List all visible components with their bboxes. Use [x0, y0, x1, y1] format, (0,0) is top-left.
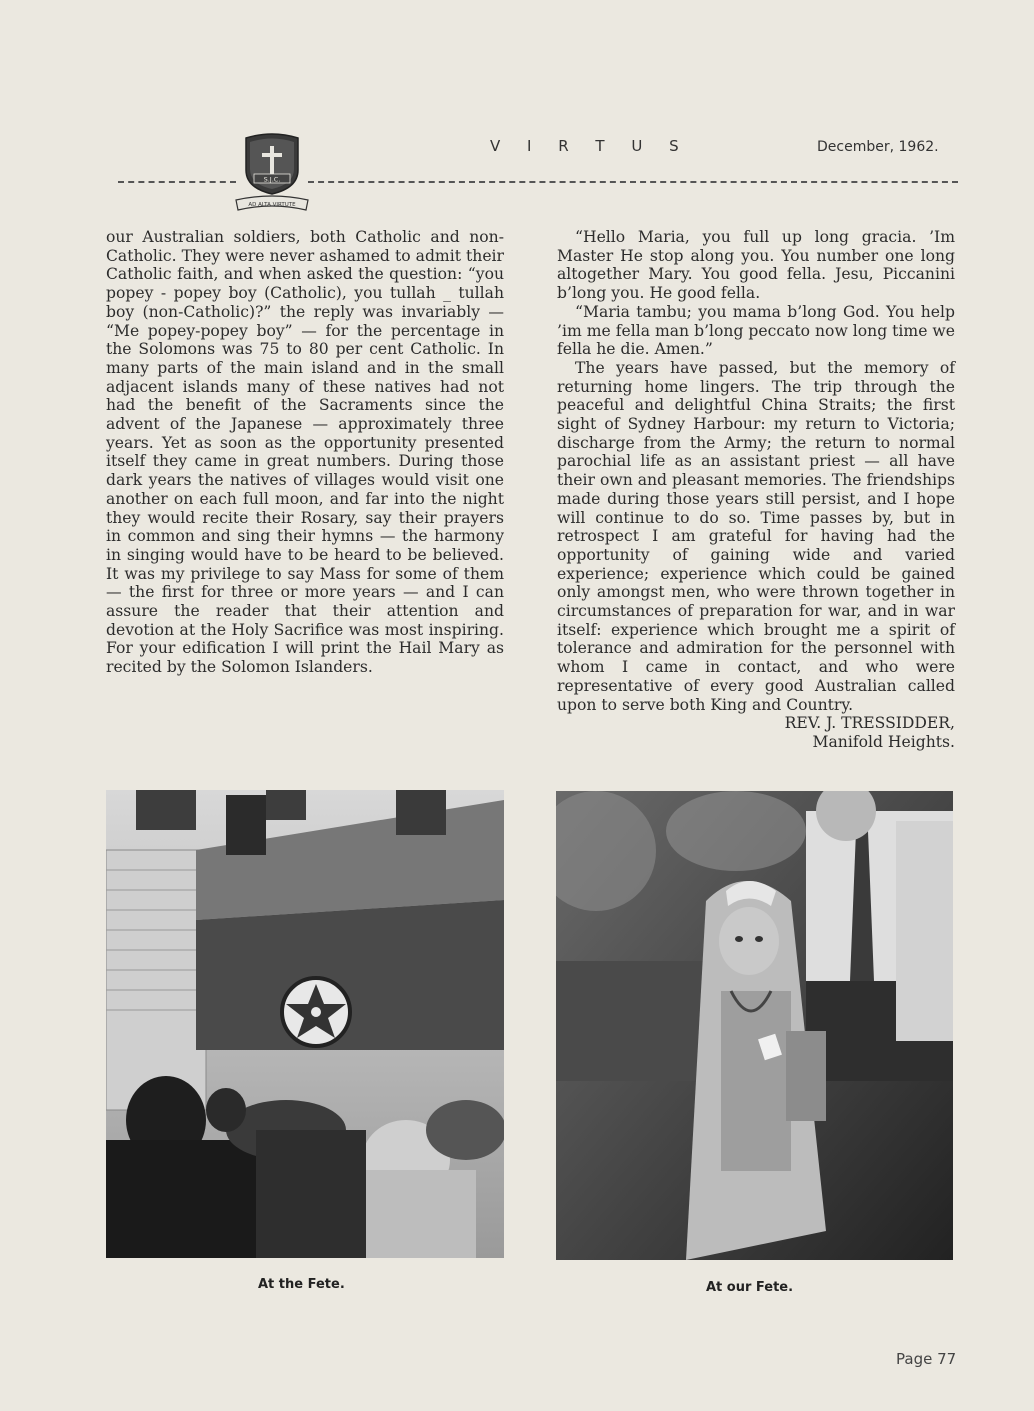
left-paragraph-1: our Australian soldiers, both Catholic and non-Catholic. They were never ashamed to admit their Catholic faith, and when asked the question: “you popey - popey boy (Catholic), you tullah _ tullah boy (non-Catholic)?” the reply was invariably — “Me popey-popey boy” — for the percentage in the Solomons was 75 to 80 per cent Catholic. In many parts of the main island and in the small adjacent islands many of these natives had not had the benefit of the Sacraments since the advent of the Japanese — approximately three years. Yet as soon as the opportunity presented itself they came in great numbers. During those dark years the natives of villages would visit one another on each full moon, and far into the night they would recite their Rosary, say their prayers in common and sing their hymns — the harmony in singing would have to be heard to be believed. It was my privilege to say Mass for some of them — the first for three or more years — and I can assure the reader that their attention and devotion at the Holy Sacrifice was most inspiring. For your edification I will print the Hail Mary as recited by the Solomon Islanders. [106, 228, 504, 677]
fete-photo-left [106, 790, 504, 1258]
right-photo-caption: At our Fete. [706, 1280, 794, 1295]
masthead [0, 0, 1034, 215]
signature-place: Manifold Heights. [812, 732, 955, 751]
costume-child-image [556, 791, 953, 1260]
issue-date: December, 1962. [817, 139, 939, 155]
fete-photo-right [556, 791, 953, 1260]
signature-name: REV. J. TRESSIDDER, [784, 714, 955, 733]
school-crest-icon [232, 128, 312, 218]
hail-mary-line-1: “Hello Maria, you full up long gracia. ’Im Master He stop along you. You number one long altogether Mary. You good fella. Jesu, Piccanini b’long you. He good fella. [557, 228, 955, 303]
fete-crowd-image [106, 790, 504, 1258]
right-column [557, 228, 955, 752]
crest-lettering: S.J.C. [263, 175, 281, 184]
crest-motto: AD ALTA VIRTUTE [248, 202, 296, 208]
header-rule-right [308, 181, 958, 183]
header-rule-left [118, 181, 236, 183]
magazine-title: V I R T U S [490, 137, 690, 155]
right-paragraph-3: The years have passed, but the memory of returning home lingers. The trip through the peaceful and delightful China Straits; the first sight of Sydney Harbour: my return to Victoria; discharge from the Army; the return to normal parochial life as an assistant priest — all have their own and pleasant memories. The friendships made during those years still persist, and I hope will continue to do so. Time passes by, but in retrospect I am grateful for having had the opportunity of gaining wide and varied experience; experience which could be gained only amongst men, who were thrown together in circumstances of preparation for war, and in war itself: experience which brought me a spirit of tolerance and admiration for the personnel with whom I came in contact, and who were representative of every good Australian called upon to serve both King and Country. [557, 358, 955, 714]
left-photo-caption: At the Fete. [258, 1277, 345, 1292]
hail-mary-line-2: “Maria tambu; you mama b’long God. You help ’im me fella man b’long peccato now long time we fella he die. Amen.” [557, 302, 955, 359]
page-number: Page 77 [896, 1350, 957, 1368]
left-column [106, 228, 504, 677]
